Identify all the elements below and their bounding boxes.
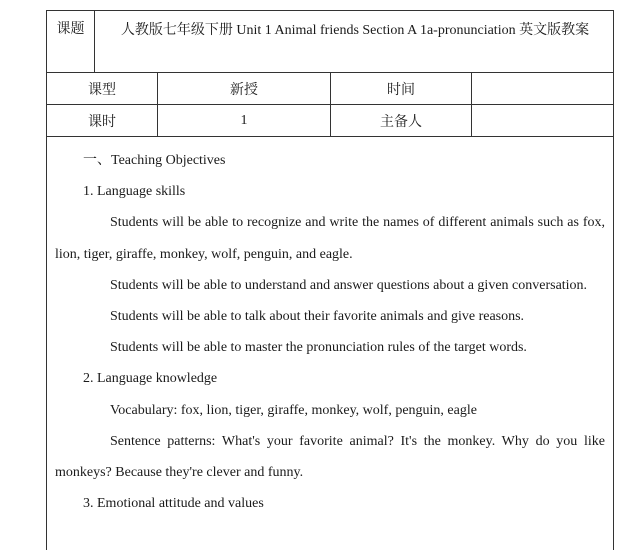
paragraph: Students will be able to understand and answer questions about a given conversation.	[110, 277, 588, 293]
lesson-title: 人教版七年级下册 Unit 1 Animal friends Section A 1a-pronunciation 英文版教案	[120, 23, 590, 38]
lesson-type-value: 新授	[158, 73, 331, 104]
preparer-label: 主备人	[331, 105, 472, 136]
period-value: 1	[158, 105, 331, 136]
paragraph: Sentence patterns: What's your favorite animal? It's the monkey. Why do you like monkeys? Because they're clever and funny.	[55, 433, 605, 481]
subheading-language-skills: 1. Language skills	[83, 184, 186, 200]
time-label: 时间	[331, 73, 472, 104]
preparer-value	[472, 105, 613, 136]
info-row-period	[47, 105, 613, 137]
time-value	[472, 73, 613, 104]
content-body	[47, 137, 613, 519]
section-heading: 一、Teaching Objectives	[83, 153, 226, 168]
info-row-type	[47, 73, 613, 105]
title-row	[47, 11, 613, 73]
subheading-language-knowledge: 2. Language knowledge	[83, 371, 218, 387]
paragraph: Students will be able to master the pronunciation rules of the target words.	[110, 340, 527, 356]
paragraph: Students will be able to recognize and write the names of different animals such as fox, lion, tiger, giraffe, monkey, wolf, penguin, and eagle.	[55, 215, 605, 262]
paragraph: Vocabulary: fox, lion, tiger, giraffe, monkey, wolf, penguin, eagle	[110, 402, 477, 418]
lesson-type-label: 课型	[47, 73, 158, 104]
paragraph: Students will be able to talk about their favorite animals and give reasons.	[110, 309, 525, 325]
lesson-plan-document	[46, 10, 614, 550]
subheading-emotional-attitude: 3. Emotional attitude and values	[83, 496, 264, 512]
period-label: 课时	[47, 105, 158, 136]
title-label: 课题	[47, 11, 95, 72]
